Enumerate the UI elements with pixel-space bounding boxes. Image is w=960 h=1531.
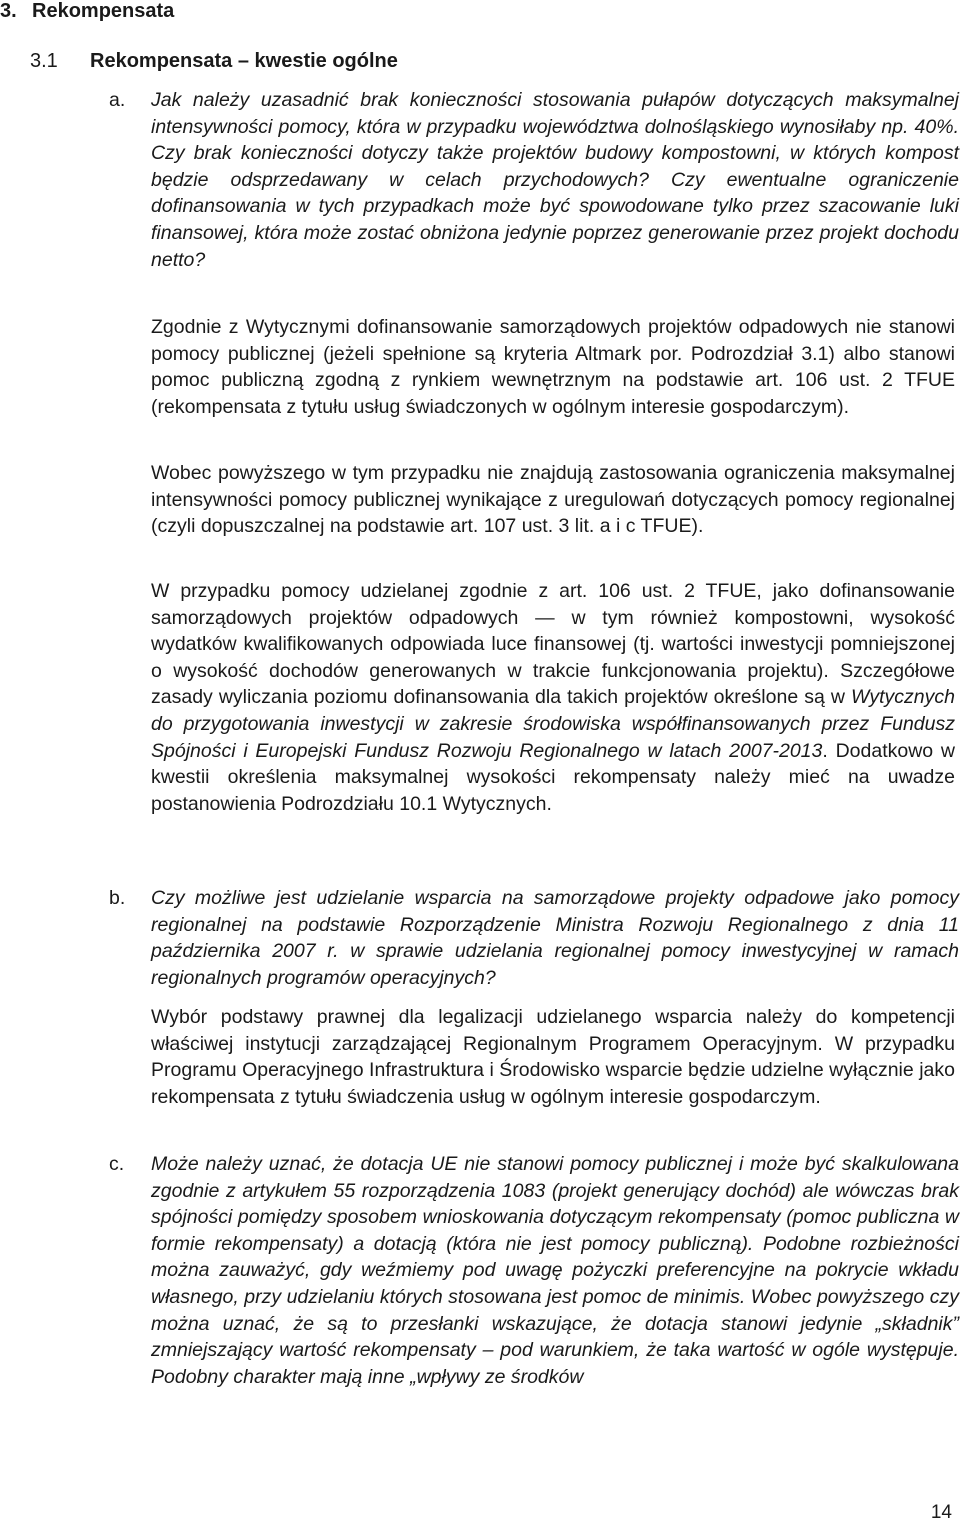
section-heading	[0, 0, 174, 24]
question-text: Jak należy uzasadnić brak konieczności stosowania pułapów dotyczących maksymalnej intensywności pomocy, która w przypadku województwa dolnośląskiego wynosiłaby np. 40%. Czy brak konieczności dotyczy także projektów budowy kompostowni, w których kompost będzie odsprzedawany w celach przychodowych? Czy ewentualne ograniczenie dofinansowania w tych przypadkach może być spowodowane tylko przez szacowanie luki finansowej, która może zostać obniżona jedynie poprzez generowanie przez projekt dochodu netto?	[151, 89, 959, 271]
item-letter: b.	[109, 887, 126, 909]
answer-text: . Dodatkowo w kwestii określenia maksymalnej wysokości rekompensaty należy mieć na uwadze postanowienia Podrozdziału 10.1 Wytycznych.	[151, 739, 955, 815]
answer-paragraph: Wybór podstawy prawnej dla legalizacji udzielanego wsparcia należy do kompetencji właściwej instytucji zarządzającej Regionalnym Programem Operacyjnym. W przypadku Programu Operacyjnego Infrastruktura i Środowisko wsparcie będzie udzielne wyłącznie jako rekompensata z tytułu świadczenia usług w ogólnym interesie gospodarczym.	[151, 1006, 955, 1108]
question-item-b	[109, 885, 959, 991]
guidelines-title: Wytycznych do przygotowania inwestycji w zakresie środowiska współfinansowanych przez Fundusz Spójności i Europejski Fundusz Rozwoju Regionalnego w latach 2007-2013	[151, 686, 955, 762]
question-text: Czy możliwe jest udzielanie wsparcia na samorządowe projekty odpadowe jako pomocy regionalnej na podstawie Rozporządzenie Ministra Rozwoju Regionalnego z dnia 11 października 2007 r. w sprawie udzielania regionalnej pomocy inwestycyjnej w ramach regionalnych programów operacyjnych?	[151, 887, 959, 989]
section-title: Rekompensata	[32, 0, 175, 22]
section-number: 3.	[0, 0, 17, 22]
item-letter: a.	[109, 89, 126, 111]
page-number: 14	[930, 1502, 952, 1524]
answer-paragraph: Zgodnie z Wytycznymi dofinansowanie samorządowych projektów odpadowych nie stanowi pomocy publicznej (jeżeli spełnione są kryteria Altmark por. Podrozdział 3.1) albo stanowi pomoc publiczną zgodną z rynkiem wewnętrznym na podstawie art. 106 ust. 2 TFUE (rekompensata z tytułu usług świadczonych w ogólnym interesie gospodarczym).	[151, 316, 955, 418]
question-text: Może należy uznać, że dotacja UE nie stanowi pomocy publicznej i może być skalkulowana zgodnie z artykułem 55 rozporządzenia 1083 (projekt generujący dochód) ale wówczas brak spójności pomiędzy sposobem wnioskowania dotyczącym rekompensaty (pomoc publiczna w formie rekompensaty) a dotacją (która nie jest pomocy publiczną). Podobne rozbieżności można zauważyć, gdy weźmiemy pod uwagę pożyczki preferencyjne na pokrycie wkładu własnego, przy udzielaniu których stosowana jest pomoc de minimis. Wobec powyższego czy można uznać, że są to przesłanki wskazujące, że dotacja stanowi jedynie „składnik” zmniejszający wartość rekompensaty – pod warunkiem, że taka wartość w ogóle występuje. Podobny charakter mają inne „wpływy ze środków	[151, 1153, 959, 1388]
subsection-heading	[30, 48, 398, 74]
answer-text: W przypadku pomocy udzielanej zgodnie z art. 106 ust. 2 TFUE, jako dofinansowanie samorządowych projektów odpadowych — w tym również kompostowni, wysokość wydatków kwalifikowanych odpowiada luce finansowej (tj. wartości inwestycji pomniejszonej o wysokość dochodów generowanych w trakcie funkcjonowania projektu). Szczegółowe zasady wyliczania poziomu dofinansowania dla takich projektów określone są w	[151, 580, 955, 709]
subsection-number: 3.1	[30, 50, 58, 72]
question-item-c	[109, 1151, 959, 1390]
answer-paragraph	[151, 578, 955, 817]
subsection-title: Rekompensata – kwestie ogólne	[90, 50, 398, 72]
question-item-a	[109, 87, 959, 273]
answer-paragraph: Wobec powyższego w tym przypadku nie znajdują zastosowania ograniczenia maksymalnej intensywności pomocy publicznej wynikające z uregulowań dotyczących pomocy regionalnej (czyli dopuszczalnej na podstawie art. 107 ust. 3 lit. a i c TFUE).	[151, 462, 955, 538]
item-letter: c.	[109, 1153, 125, 1175]
